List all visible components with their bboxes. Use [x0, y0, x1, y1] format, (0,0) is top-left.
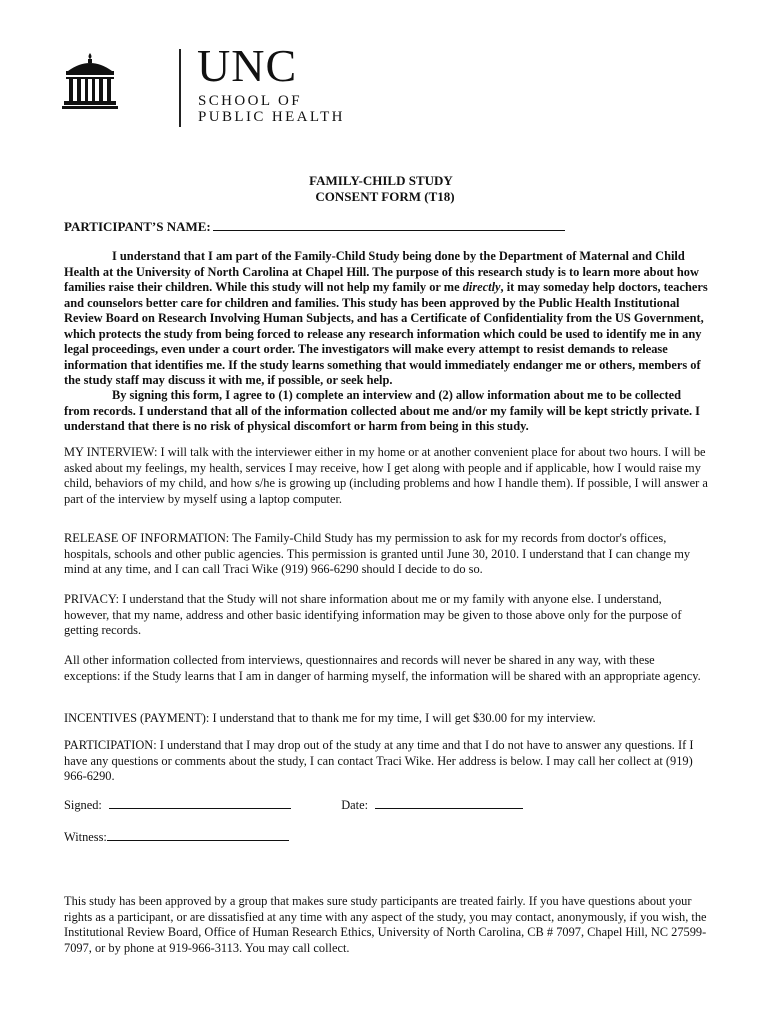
signed-label: Signed:: [64, 798, 102, 812]
form-title-line2: CONSENT FORM (T18): [315, 189, 455, 204]
witness-field[interactable]: [107, 829, 289, 841]
logo-school-line2: PUBLIC HEALTH: [198, 109, 345, 125]
participation-paragraph: PARTICIPATION: I understand that I may drop out of the study at any time and that I do not have to answer any questions. If I have any questions or comments about the study, I can contact Traci Wike. Her address is below. I may call her collect at (919) 966-6290.: [64, 738, 694, 783]
intro-text-italic: directly: [462, 280, 501, 294]
date-label: Date:: [341, 798, 369, 812]
other-info-paragraph: All other information collected from interviews, questionnaires and records will never be shared in any way, with these exceptions: if the Study learns that I am in danger of harming myself, the information will be shared with an appropriate agency.: [64, 653, 701, 683]
participant-name-row: [64, 219, 565, 235]
incentives-paragraph: INCENTIVES (PAYMENT): I understand that to thank me for my time, I will get $30.00 for my interview.: [64, 711, 596, 725]
witness-label: Witness:: [64, 830, 107, 844]
witness-row: [64, 829, 289, 845]
footer-paragraph: This study has been approved by a group that makes sure study participants are treated fairly. If you have questions about your rights as a participant, or are dissatisfied at any time with any aspect of the study, you may contact, anonymously, if you wish, the Institutional Review Board, Office of Human Research Ethics, University of North Carolina, CB # 7097, Chapel Hill, NC 27599-7097, or by phone at 919-966-3113. You may call collect.: [64, 894, 707, 955]
intro-paragraph: [64, 249, 709, 389]
signing-paragraph: By signing this form, I agree to (1) complete an interview and (2) allow information about me to be collected from records. I understand that all of the information collected about me and/or my family will be kept strictly private. I understand that there is no risk of physical discomfort or harm from being in this study.: [64, 388, 700, 433]
logo-unc-text: UNC: [197, 40, 298, 91]
logo-divider: [179, 49, 181, 127]
intro-text-a: I understand that I am part of the Family-Child Study being done by the Department of Maternal and Child Health at the University of North Carolina at Chapel Hill. The purpose of this research study is to learn more about how families raise their children. While this study will not help my family or me: [64, 249, 699, 294]
unc-logo: [58, 40, 345, 130]
participant-name-field[interactable]: [213, 219, 565, 231]
logo-school-line1: SCHOOL OF: [198, 93, 302, 109]
signature-field[interactable]: [109, 797, 291, 809]
signature-row: [64, 797, 523, 813]
privacy-paragraph: PRIVACY: I understand that the Study will not share information about me or my family with anyone else. I understand, however, that my name, address and other basic identifying information may be given to those above only for the purpose of getting records.: [64, 592, 682, 637]
old-well-icon: [60, 51, 120, 111]
participant-name-label: PARTICIPANT’S NAME:: [64, 219, 211, 234]
release-paragraph: RELEASE OF INFORMATION: The Family-Child Study has my permission to ask for my records from doctor's offices, hospitals, schools and other public agencies. This permission is granted until June 30, 2010. I understand that I can change my mind at any time, and I can call Traci Wike (919) 966-6290 should I decide to do so.: [64, 531, 691, 576]
date-field[interactable]: [375, 797, 523, 809]
intro-text-b: , it may someday help doctors, teachers and counselors better care for children and families. This study has been approved by the Public Health Institutional Review Board on Research Involving Human Subjects, and has a Certificate of Confidentiality from the US Government, which protects the study from being forced to release any research information which could be used to identify me in any legal proceedings, even under a court order. The investigators will make every attempt to resist demands to release information that identifies me. If the study learns something that would immediately endanger me or others, members of the study staff may discuss it with me, if possible, or seek help.: [64, 280, 708, 387]
my-interview-paragraph: MY INTERVIEW: I will talk with the interviewer either in my home or at another convenient place for about two hours. I will be asked about my feelings, my health, services I may receive, how I get along with people and if applicable, how I would raise my child, behaviors of my child, and how s/he is growing up (including problems and how I handle them). If possible, I will answer a part of the interview by myself using a laptop computer.: [64, 445, 708, 506]
form-title-line1: FAMILY-CHILD STUDY: [309, 173, 453, 188]
